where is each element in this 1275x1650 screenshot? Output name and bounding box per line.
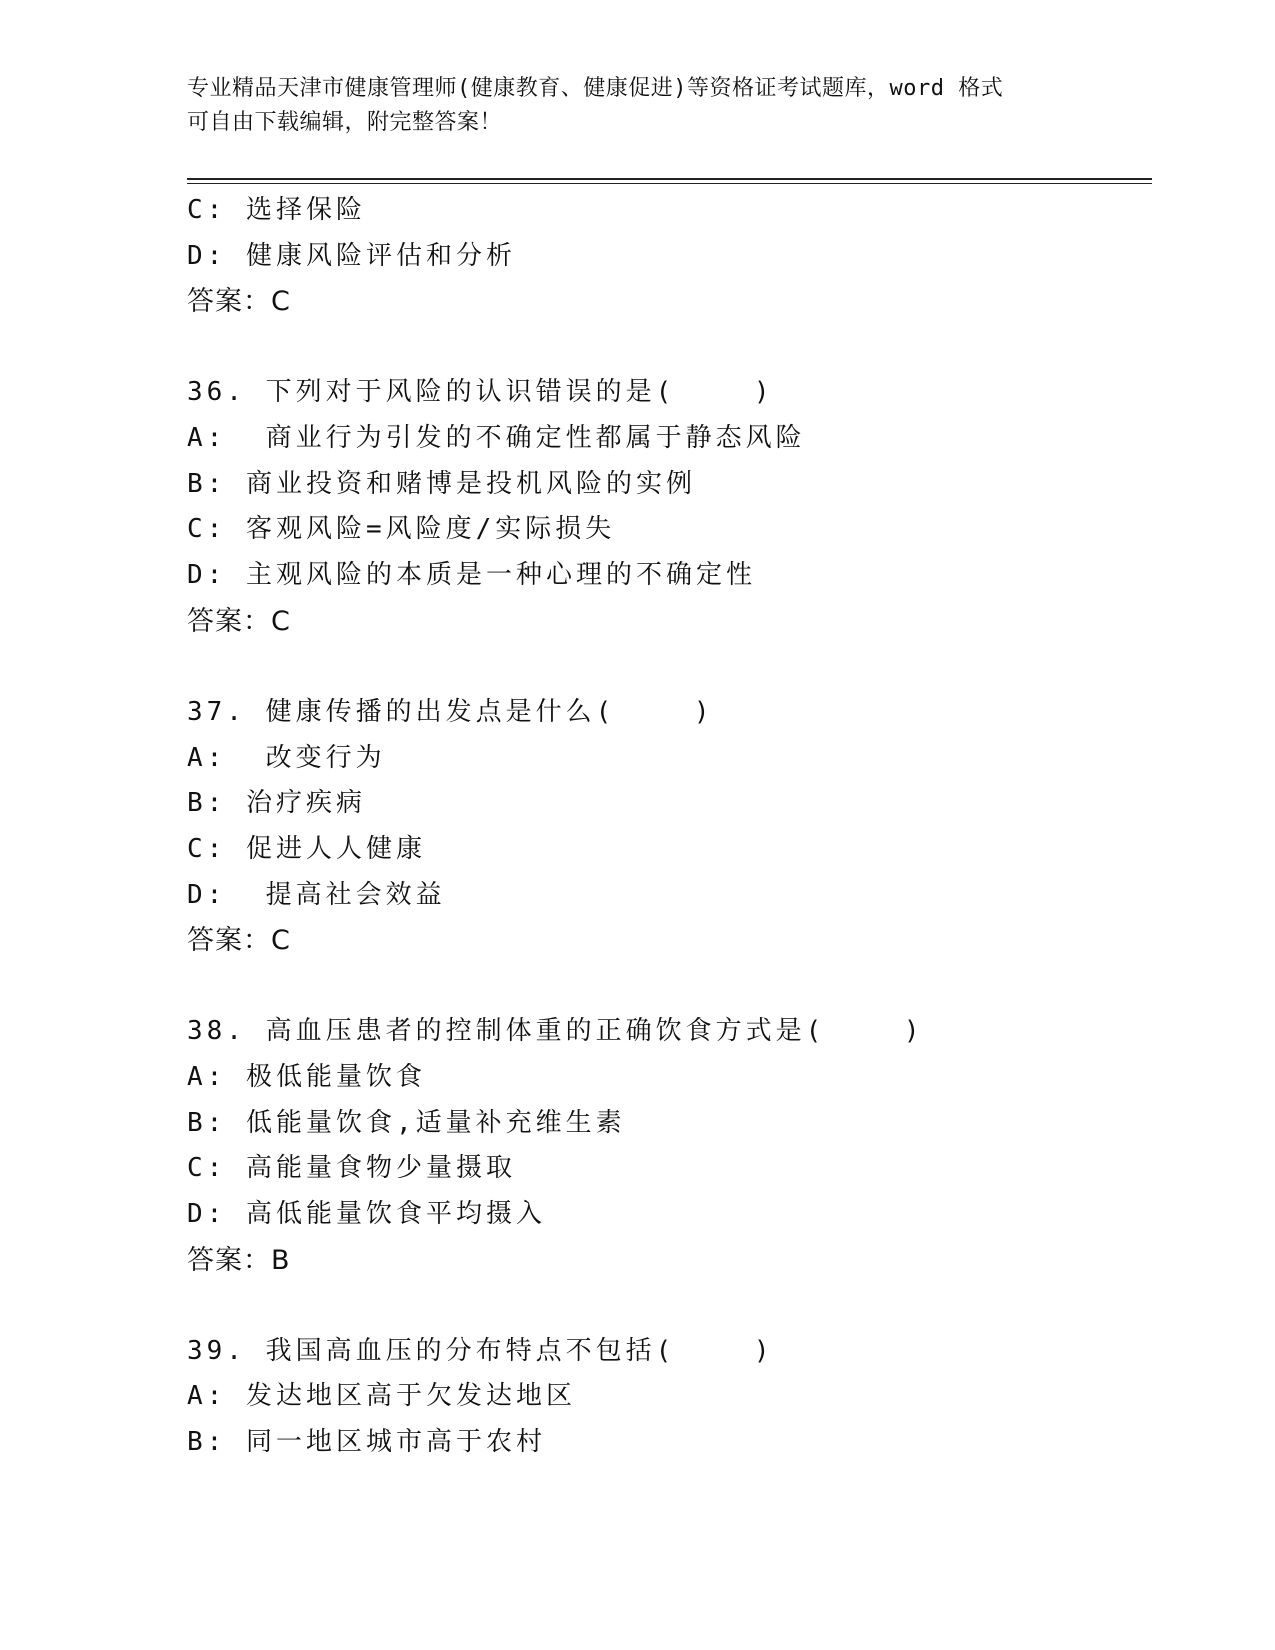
header-line-1: 专业精品天津市健康管理师(健康教育、健康促进)等资格证考试题库，word 格式 [187, 76, 1004, 101]
question-list [187, 188, 1147, 1466]
option-a: A: 商业行为引发的不确定性都属于静态风险 [187, 423, 806, 454]
option-d: D: 健康风险评估和分析 [187, 240, 516, 271]
answer: 答案：C [187, 605, 291, 637]
question-39 [187, 1329, 1147, 1466]
header-line-2: 可自由下载编辑，附完整答案！ [187, 110, 503, 135]
option-c: C: 选择保险 [187, 195, 366, 225]
option-a: A: 发达地区高于欠发达地区 [187, 1381, 576, 1412]
question-37 [187, 690, 1147, 964]
header-divider-thin [187, 183, 1152, 184]
question-38 [187, 1009, 1147, 1283]
option-d: D: 主观风险的本质是一种心理的不确定性 [187, 560, 756, 591]
answer: 答案：B [187, 1244, 291, 1276]
option-b: B: 商业投资和赌博是投机风险的实例 [187, 468, 696, 499]
header-divider-thick [187, 178, 1152, 180]
option-b: B: 同一地区城市高于农村 [187, 1427, 546, 1458]
option-c: C: 高能量食物少量摄取 [187, 1153, 516, 1184]
option-c: C: 客观风险=风险度/实际损失 [187, 514, 616, 545]
question-stem: 39. 我国高血压的分布特点不包括( ) [187, 1335, 774, 1366]
question-stem: 38. 高血压患者的控制体重的正确饮食方式是( ) [187, 1016, 924, 1047]
option-b: B: 低能量饮食,适量补充维生素 [187, 1107, 626, 1138]
option-a: A: 极低能量饮食 [187, 1061, 426, 1092]
question-stem: 37. 健康传播的出发点是什么( ) [187, 696, 714, 727]
answer: 答案：C [187, 925, 291, 957]
option-b: B: 治疗疾病 [187, 788, 366, 819]
question-36 [187, 370, 1147, 644]
question-stem: 36. 下列对于风险的认识错误的是( ) [187, 377, 774, 408]
option-a: A: 改变行为 [187, 742, 386, 773]
answer: 答案：C [187, 286, 291, 318]
document-header [187, 72, 1087, 140]
option-d: D: 提高社会效益 [187, 879, 446, 910]
option-d: D: 高低能量饮食平均摄入 [187, 1199, 546, 1229]
option-c: C: 促进人人健康 [187, 833, 426, 864]
